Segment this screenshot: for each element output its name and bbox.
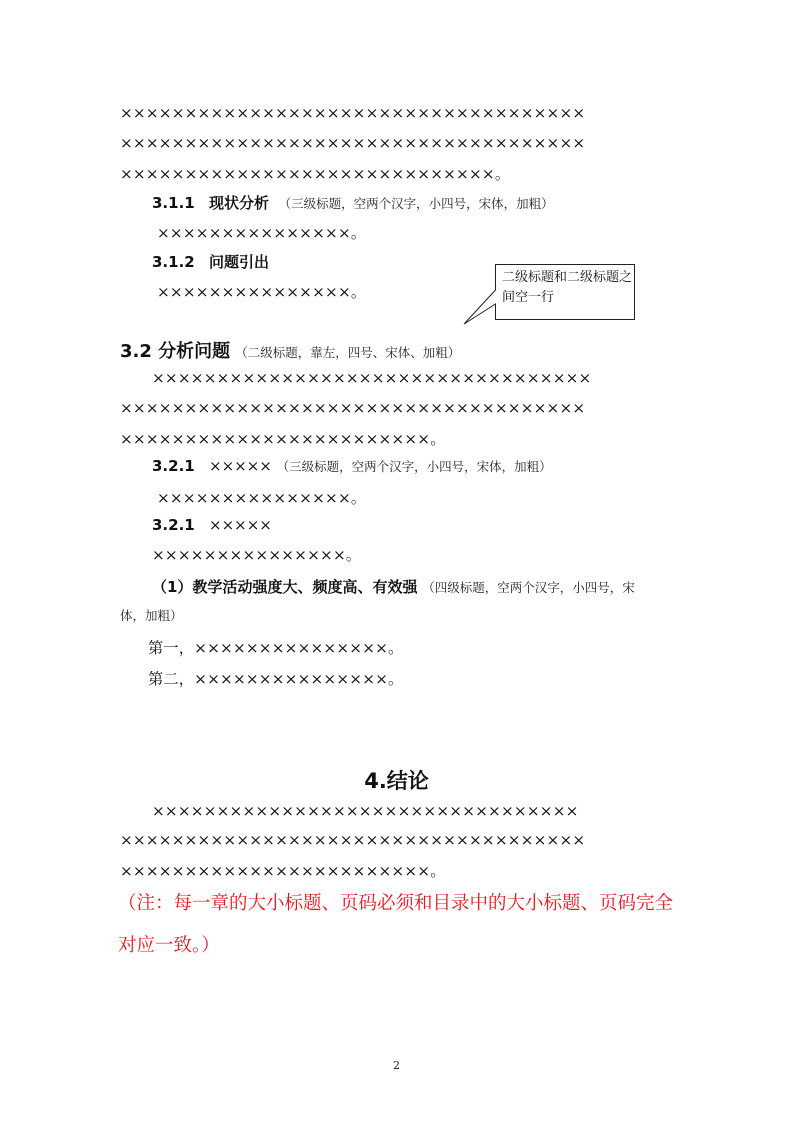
heading-3-1-2 <box>152 251 269 272</box>
body-line: ×××××××××××××××。 <box>157 489 367 507</box>
body-line: ×××××××××××××××××××××××××××××××××××× <box>120 399 586 417</box>
body-line: ×××××××××××××××。 <box>152 546 362 564</box>
body-line: ×××××××××××××××××××××××××××××××××××× <box>120 104 586 122</box>
list-item-first: 第一，×××××××××××××××。 <box>148 639 404 657</box>
chapter-title: 4.结论 <box>364 769 429 793</box>
heading-title: 3.2 分析问题 <box>120 341 231 362</box>
body-line: ×××××××××××××××。 <box>157 283 367 301</box>
body-line: ×××××××××××××××××××××××××××××××××× <box>152 369 592 387</box>
heading-number: 3.1.1 <box>152 194 195 212</box>
heading-number: 3.1.2 <box>152 253 195 271</box>
heading-level-4 <box>152 576 635 597</box>
format-note-continued: 体，加粗） <box>120 608 183 623</box>
page-number: 2 <box>393 1059 400 1072</box>
heading-3-2 <box>120 337 460 363</box>
body-line: ×××××××××××××××××××××××××××××××××××× <box>120 134 586 152</box>
heading-title: ××××× <box>209 516 272 534</box>
heading-title: 现状分析 <box>209 194 270 212</box>
red-note-line: 对应一致。） <box>118 935 220 956</box>
heading-3-2-1-second <box>152 516 272 534</box>
body-line: ××××××××××××××××××××××××。 <box>120 862 446 880</box>
format-note: （二级标题，靠左，四号、宋体、加粗） <box>235 345 461 360</box>
heading-3-2-1 <box>152 457 552 475</box>
body-line: ×××××××××××××××。 <box>157 224 367 242</box>
format-note: （三级标题，空两个汉字，小四号，宋体，加粗） <box>278 196 554 211</box>
heading-3-1-1 <box>152 192 554 213</box>
heading-title: 问题引出 <box>209 253 270 271</box>
callout-text: 二级标题和二级标题之间空一行 <box>502 270 633 305</box>
heading-number: 3.2.1 <box>152 516 195 534</box>
heading-number: 3.2.1 <box>152 457 195 475</box>
heading-title: （1）教学活动强度大、频度高、有效强 <box>152 578 418 596</box>
format-note: （三级标题，空两个汉字，小四号，宋体，加粗） <box>276 459 552 474</box>
list-item-second: 第二，×××××××××××××××。 <box>148 670 404 688</box>
body-line: ×××××××××××××××××××××××××××××。 <box>120 165 511 183</box>
format-note: （四级标题，空两个汉字，小四号，宋 <box>422 580 635 595</box>
body-line: ××××××××××××××××××××××××××××××××× <box>152 802 579 820</box>
heading-title: ××××× <box>209 457 272 475</box>
red-note-line: （注：每一章的大小标题、页码必须和目录中的大小标题、页码完全 <box>118 893 674 914</box>
body-line: ×××××××××××××××××××××××××××××××××××× <box>120 831 586 849</box>
body-line: ××××××××××××××××××××××××。 <box>120 430 446 448</box>
